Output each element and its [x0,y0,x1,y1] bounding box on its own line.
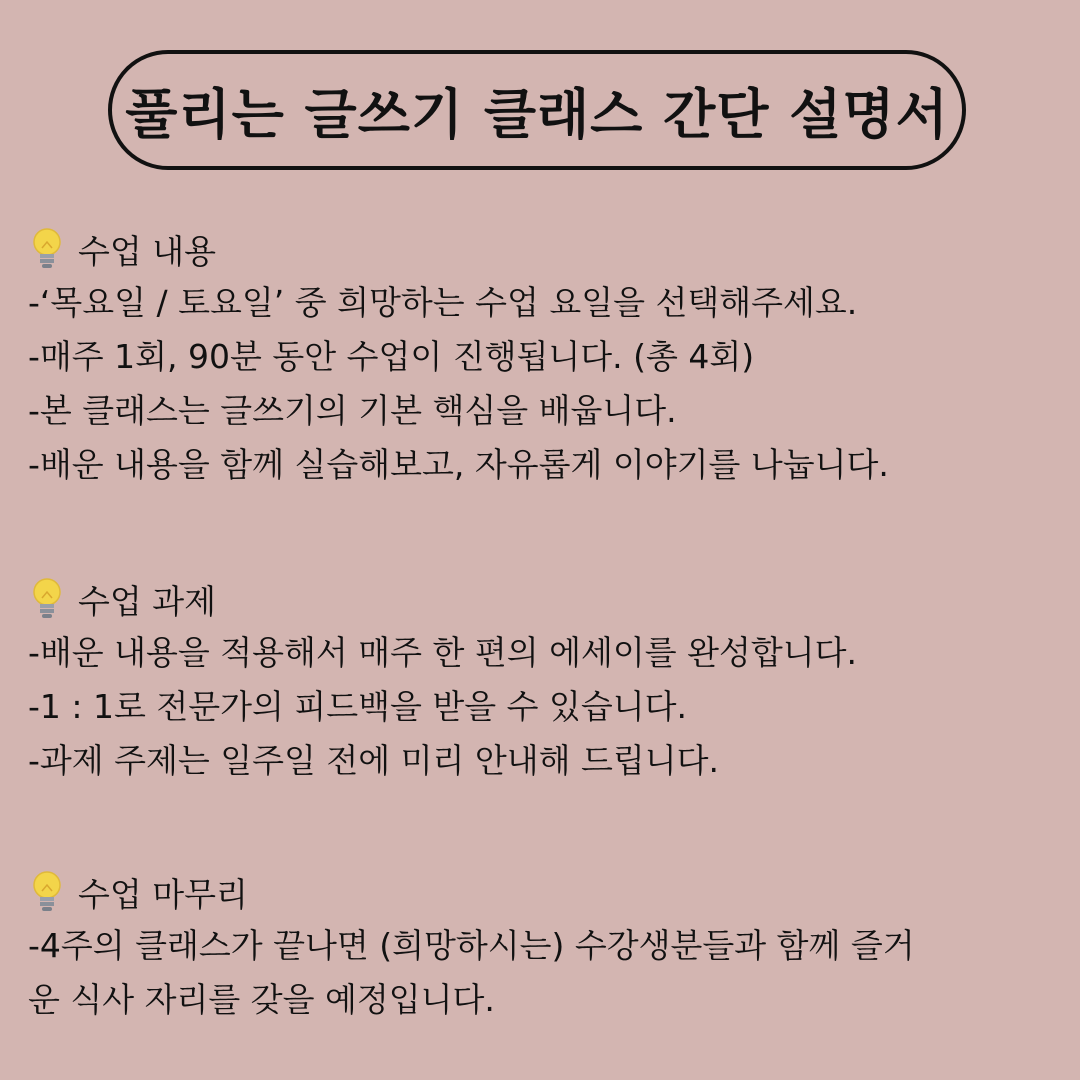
section-heading-label: 수업 과제 [78,581,217,621]
title-box [108,50,966,170]
body-line: -배운 내용을 함께 실습해보고, 자유롭게 이야기를 나눕니다. [28,445,889,484]
body-line: -과제 주제는 일주일 전에 미리 안내해 드립니다. [28,741,720,780]
body-line: -1 : 1로 전문가의 피드백을 받을 수 있습니다. [28,687,687,726]
body-line: 운 식사 자리를 갖을 예정입니다. [28,980,495,1019]
section-heading-label: 수업 마무리 [78,874,248,914]
section-heading [28,572,1068,626]
section-heading-label: 수업 내용 [78,231,217,271]
body-line: -‘목요일 / 토요일’ 중 희망하는 수업 요일을 선택해주세요. [28,283,858,322]
body-line: -4주의 클래스가 끝나면 (희망하시는) 수강생분들과 함께 즐거 [28,926,915,965]
section-wrap-up [28,865,1068,1027]
section-class-content [28,222,1068,492]
page-title: 풀리는 글쓰기 클래스 간단 설명서 [125,82,949,146]
body-line: -매주 1회, 90분 동안 수업이 진행됩니다. (총 4회) [28,337,755,376]
section-assignment [28,572,1068,788]
lightbulb-icon [28,226,66,272]
section-heading [28,222,1068,276]
lightbulb-icon [28,576,66,622]
body-line: -배운 내용을 적용해서 매주 한 편의 에세이를 완성합니다. [28,633,858,672]
body-line: -본 클래스는 글쓰기의 기본 핵심을 배웁니다. [28,391,677,430]
section-heading [28,865,1068,919]
lightbulb-icon [28,869,66,915]
